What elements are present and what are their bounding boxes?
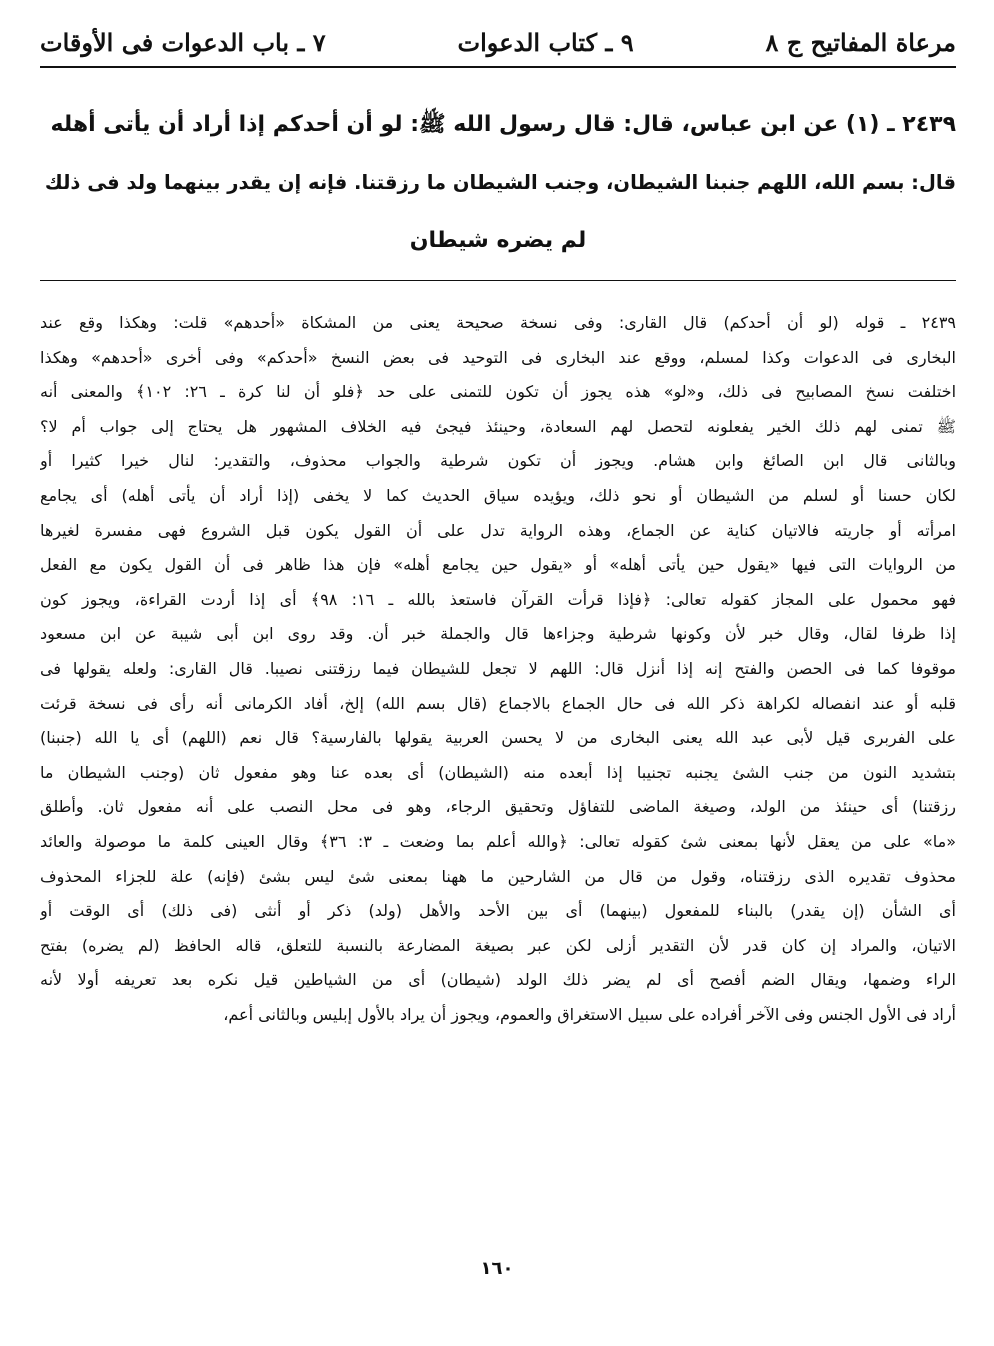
commentary-line: بتشديد النون من جنب الشئ يجنبه تجنيبا إذا أبعده منه (الشيطان) أى بعده عنا وهو مفعول ثان (وجنب الشيطان ما — [40, 762, 956, 782]
commentary-line: الراء وضمها، ويقال الضم أفصح أى لم يضر ذلك الولد (شيطان) أى من الشياطين قيل نكره بعد تعريفه أولا لأنه — [40, 970, 956, 990]
commentary-line: فهو محمول على المجاز كقوله تعالى: ﴿فإذا قرأت القرآن فاستعذ بالله ـ ١٦: ٩٨﴾ أى إذا أردت القراءة، ويجوز كون — [40, 589, 956, 609]
commentary-line: إذا ظرفا لقال، وقال خبر لأن وكونها شرطية وجزاءها قال والجملة خبر أن. وقد روى ابن أبى شيبة عن ابن مسعود — [40, 624, 956, 644]
commentary-line: امرأته أو جاريته فالاتيان كناية عن الجماع، وهذه الرواية تدل على أن القول يكون قبل الشروع فهى مفسرة لغيرها — [40, 520, 956, 540]
hadith-line: لم يضره شيطان — [409, 228, 587, 253]
commentary-line: قلبه أو عند انفصاله لكراهة ذكر الله فى حال الجماع بالاجماع (قال بسم الله) إلخ، أفاد الكرمانى أنه رأى فى نسخة قرئت — [40, 693, 956, 713]
commentary-line: البخارى فى الدعوات وكذا لمسلم، ووقع عند البخارى فى التوحيد فى بعض النسخ «أحدكم» وفى أخرى «أحدهم» وهكذا — [40, 347, 956, 367]
hadith-line: قال: بسم الله، اللهم جنبنا الشيطان، وجنب الشيطان ما رزقتنا. فإنه إن يقدر بينهما ولد فى ذلك — [44, 171, 956, 194]
header-chapter-title: ٧ ـ باب الدعوات فى الأوقات — [40, 27, 326, 57]
commentary-line: ﷺ تمنى لهم ذلك الخير يفعلونه لتحصل لهم السعادة، وحينئذ فيجئ فيه الخلاف المشهور هل يحتاج إلى جواب أم لا؟ — [40, 416, 956, 436]
commentary-line: من الروايات التى فيها «يقول حين يأتى أهله» أو «يقول حين يجامع أهله» فإن هذا ظاهر فى أن القول يكون مع الفعل — [40, 555, 956, 575]
hadith-line: ٢٤٣٩ ـ (١) عن ابن عباس، قال: قال رسول الله ﷺ: لو أن أحدكم إذا أراد أن يأتى أهله — [50, 112, 956, 137]
commentary-line: رزقتنا) أى حينئذ من الولد، وصيغة الماضى للتفاؤل وتحقيق الرجاء، وهو فى محل النصب على أنه مفعول ثان. وأطلق — [40, 797, 956, 817]
commentary-line: على الفربرى قيل لأبى عبد الله يعنى البخارى من لا يحسن العربية يقولها بالفارسية؟ قال نعم (اللهم) أى يا الله (جنبنا) — [40, 728, 956, 748]
commentary-line: أى الشأن (إن يقدر) بالبناء للمفعول (بينهما) أى بين الأحد والأهل (ولد) ذكر أو أنثى (فى ذلك) أى الوقت أو — [40, 901, 956, 921]
commentary-line: الاتيان، والمراد إن كان قدر لأن التقدير أزلى لكن عبر بصيغة المضارعة بالنسبة للتعلق، قاله الحافظ (لم يضره) بفتح — [40, 935, 956, 955]
commentary-text — [40, 306, 956, 1032]
commentary-line: اختلفت نسخ المصابيح فى ذلك، و«لو» هذه يجوز أن تكون للتمنى على حد ﴿فلو أن لنا كرة ـ ٢٦: ١٠٢﴾ والمعنى أنه — [40, 382, 956, 402]
section-divider — [40, 280, 956, 281]
commentary-line: موقوفا كما فى الحصن والفتح إنه إذا أنزل قال: اللهم لا تجعل للشيطان فيما رزقتنى نصيبا. قال القارى: ولعله يقولها فى — [40, 658, 956, 678]
commentary-line: «ما» على من يعقل لأنها بمعنى شئ كقوله تعالى: ﴿والله أعلم بما وضعت ـ ٣: ٣٦﴾ وقال العينى كلمة ما موصولة والعائد — [40, 831, 956, 851]
header-rule — [40, 66, 956, 68]
header-book-volume: مرعاة المفاتيح ج ٨ — [765, 27, 956, 57]
commentary-line: ٢٤٣٩ ـ قوله (لو أن أحدكم) قال القارى: وفى نسخة صحيحة يعنى من المشكاة «أحدهم» قلت: وهكذا وقع عند — [40, 313, 956, 332]
commentary-line: وبالثانى قال ابن الصائغ وابن هشام. ويجوز أن تكون شرطية والجواب محذوف، والتقدير: لنال خيرا كثيرا أو — [40, 451, 956, 471]
commentary-line: محذوف تقديره الذى رزقتناه، وقول من قال من الشارحين ما ههنا بمعنى شئ ليس بشئ (فإنه) علة للجزاء المحذوف — [40, 866, 956, 886]
running-header — [40, 22, 956, 62]
page-number: ١٦٠ — [480, 1258, 514, 1279]
commentary-line: لكان حسنا أو لسلم من الشيطان أو نحو ذلك، ويؤيده سياق الحديث كما لا يخفى (إذا أراد أن يأتى أهله) أى يجامع — [40, 485, 956, 505]
commentary-line: أراد فى الأول الجنس وفى الآخر أفراده على سبيل الاستغراق والعموم، ويجوز أن يراد بالأول إبليس وبالثانى أعم، — [223, 1004, 956, 1024]
header-book-title: ٩ ـ كتاب الدعوات — [457, 27, 634, 57]
hadith-text — [40, 96, 956, 270]
